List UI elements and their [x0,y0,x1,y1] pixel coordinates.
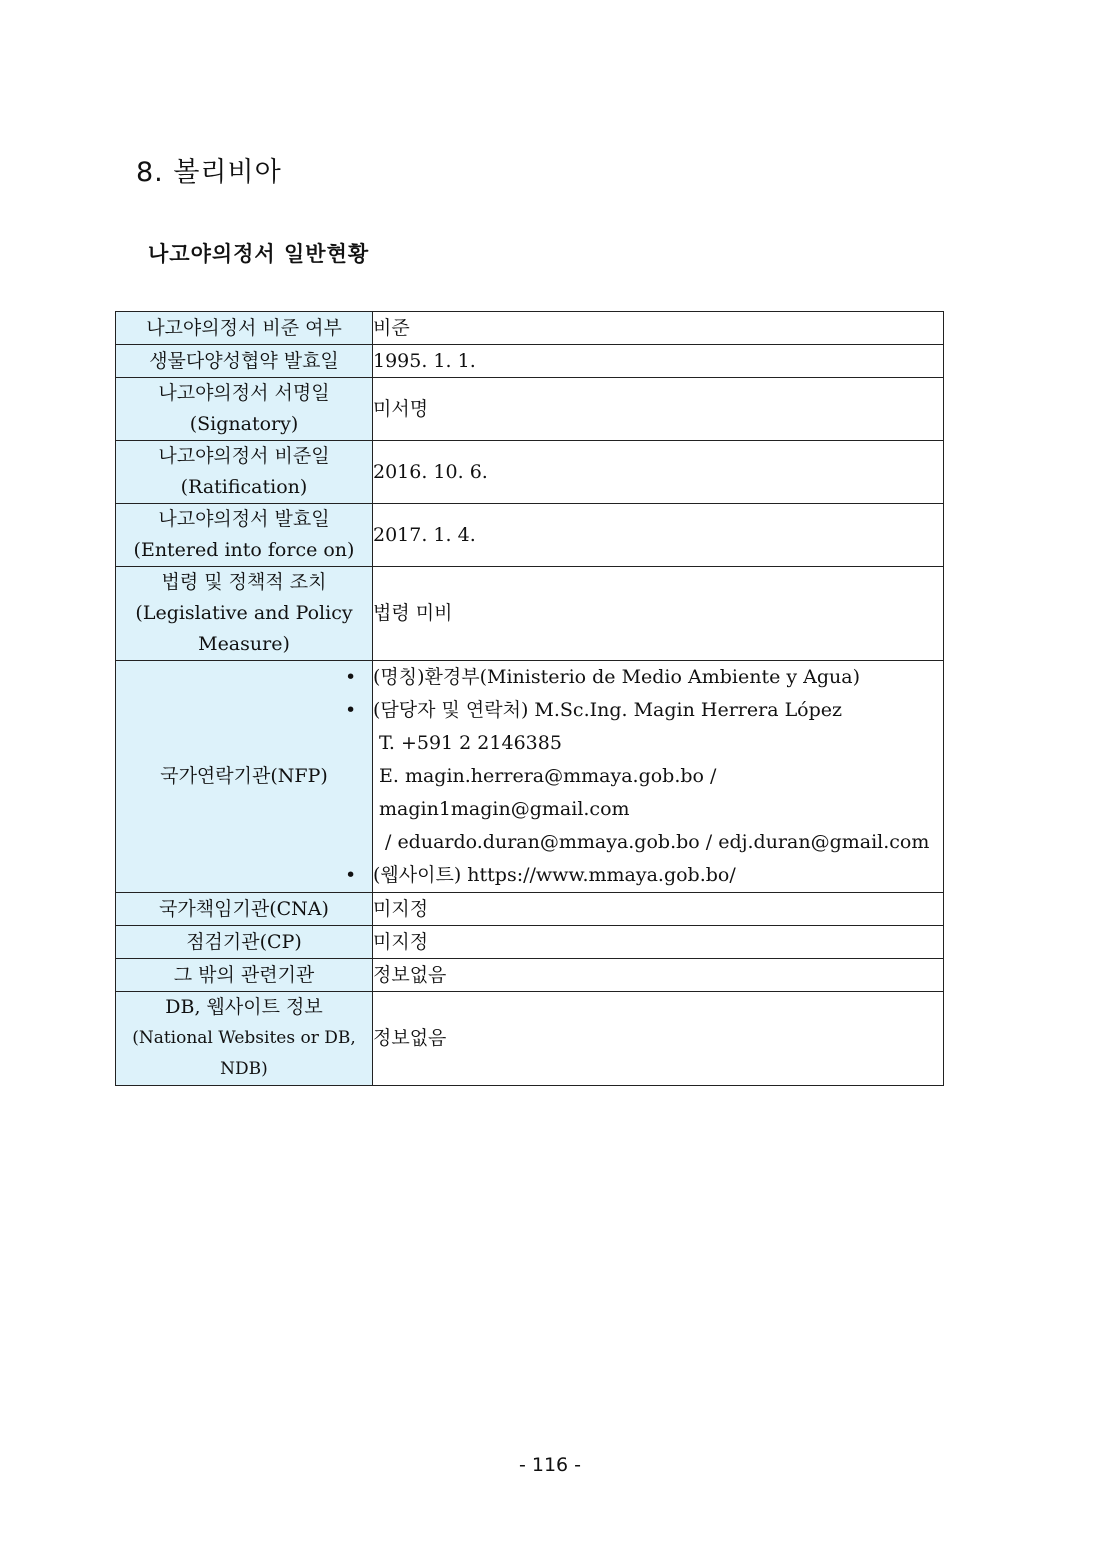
row-label: 그 밖의 관련기관 [116,959,373,992]
table-row [116,992,944,1086]
bullet-icon: • [345,864,357,886]
row-label: 법령 및 정책적 조치 (Legislative and Policy Measure) [116,567,373,661]
row-value: 법령 미비 [373,567,944,661]
row-label: 국가연락기관(NFP) [116,661,373,893]
nfp-name: (명칭)환경부(Ministerio de Medio Ambiente y Agua) [373,666,860,688]
nfp-email: E. magin.herrera@mmaya.gob.bo / magin1magin@gmail.com [379,765,717,820]
row-value: 비준 [373,312,944,345]
row-value: 2016. 10. 6. [373,441,944,504]
section-heading: 8. 볼리비아 [136,157,282,188]
nfp-contact: (담당자 및 연락처) M.Sc.Ing. Magin Herrera López [373,699,843,721]
row-value: 미서명 [373,378,944,441]
bullet-icon: • [345,666,357,688]
table-row [116,959,944,992]
table-row [116,567,944,661]
row-value: 1995. 1. 1. [373,345,944,378]
list-item [345,661,943,694]
table-row [116,926,944,959]
row-label: 나고야의정서 서명일 (Signatory) [116,378,373,441]
row-label: 나고야의정서 발효일 (Entered into force on) [116,504,373,567]
row-label: 나고야의정서 비준일 (Ratification) [116,441,373,504]
table-row [116,345,944,378]
table-row [116,312,944,345]
table-row [116,893,944,926]
nfp-list [345,661,943,727]
nfp-phone: T. +591 2 2146385 [379,732,562,754]
row-value: 정보없음 [373,992,944,1086]
row-value [345,661,944,893]
row-label: 나고야의정서 비준 여부 [116,312,373,345]
table-row [116,504,944,567]
row-value: 정보없음 [373,959,944,992]
table-row [116,378,944,441]
list-item [345,859,943,892]
nfp-list [345,859,943,892]
row-label: 국가책임기관(CNA) [116,893,373,926]
row-label: 점검기관(CP) [116,926,373,959]
bullet-icon: • [345,699,357,721]
row-value: 미지정 [373,893,944,926]
nfp-website[interactable]: (웹사이트) https://www.mmaya.gob.bo/ [373,864,736,886]
list-item [345,694,943,727]
nagoya-status-table [115,311,944,1086]
table-row [116,441,944,504]
row-value: 2017. 1. 4. [373,504,944,567]
page-number: - 116 - [518,1454,582,1476]
row-value: 미지정 [373,926,944,959]
row-label: DB, 웹사이트 정보 (National Websites or DB, NDB) [116,992,373,1086]
table-row-nfp [116,661,944,893]
row-label: 생물다양성협약 발효일 [116,345,373,378]
nfp-email-2: / eduardo.duran@mmaya.gob.bo / edj.duran@gmail.com [385,831,930,853]
table-title: 나고야의정서 일반현황 [148,242,370,266]
